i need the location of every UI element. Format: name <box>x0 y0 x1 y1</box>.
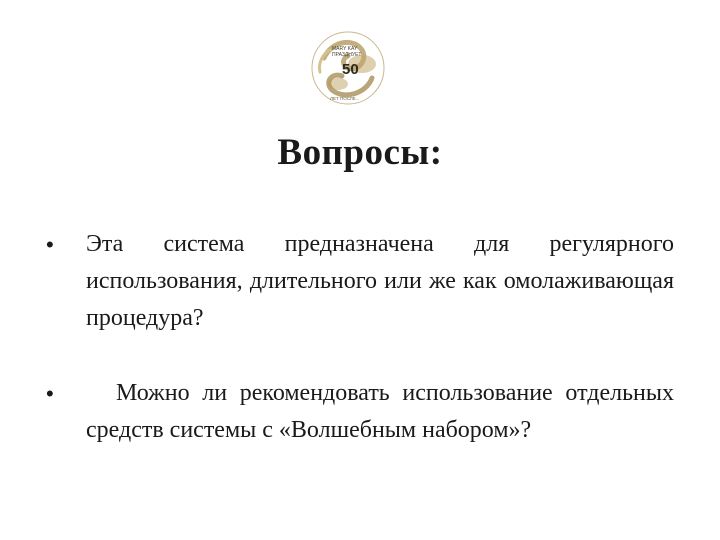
logo-brand-text: MARY KAY <box>332 46 358 52</box>
anniversary-logo <box>302 28 396 108</box>
question-text: Эта система предназначена для регулярного использования, длительного или же как омолаживающая процедура? <box>86 231 674 331</box>
list-item <box>46 375 674 449</box>
logo-ring-text: ЛЕТ ПОСЛЕ... <box>330 96 360 101</box>
list-item <box>46 226 674 337</box>
slide-title: Вопросы: <box>277 132 443 173</box>
question-text: Можно ли рекомендовать использование отдельных средств системы с «Волшебным набором»? <box>86 380 674 443</box>
bullet-icon: • <box>46 381 54 406</box>
bullet-icon: • <box>46 232 54 257</box>
questions-list <box>46 226 674 487</box>
logo-sub-text: ПРАЗДНУЕТ <box>332 52 362 58</box>
logo-number: 50 <box>342 61 359 78</box>
